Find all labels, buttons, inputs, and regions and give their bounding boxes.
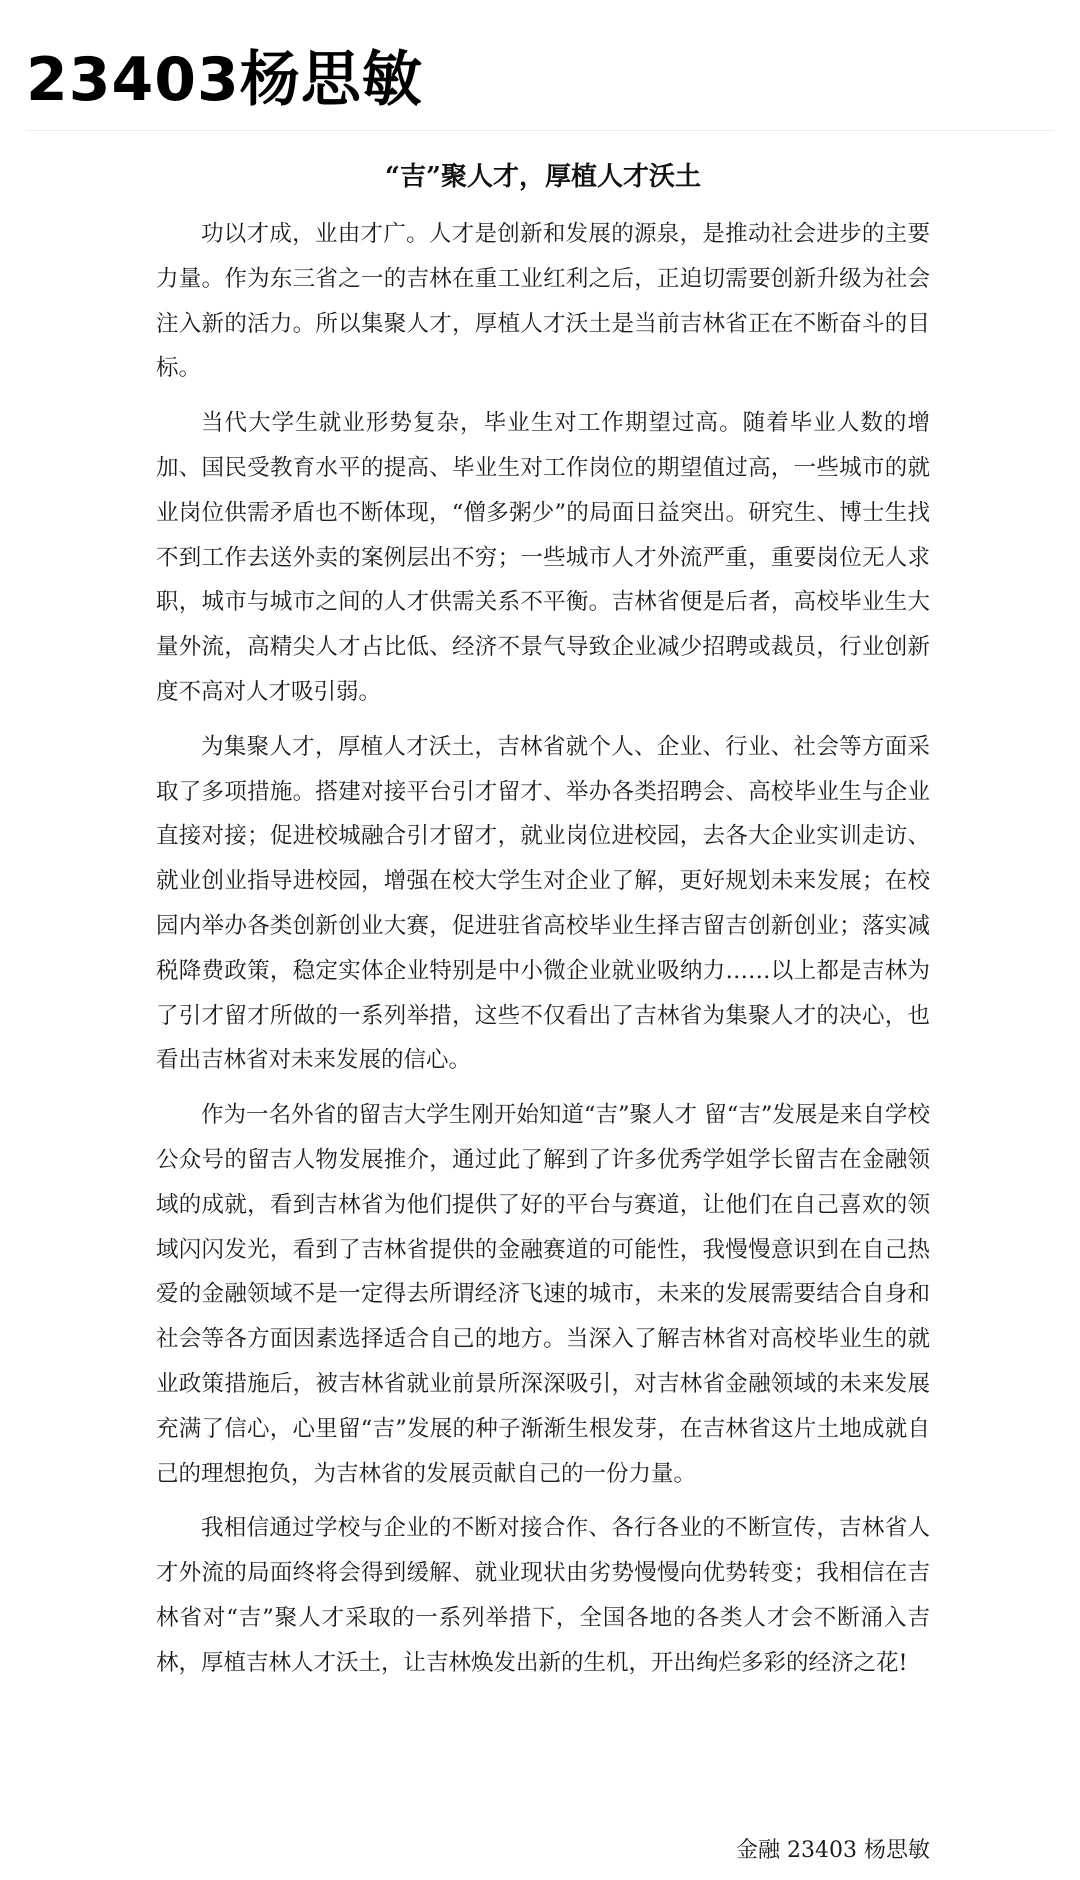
author-signature: 金融 23403 杨思敏	[736, 1838, 930, 1863]
document-body	[156, 150, 930, 1686]
paragraph-2: 当代大学生就业形势复杂，毕业生对工作期望过高。随着毕业人数的增加、国民受教育水平的提高、毕业生对工作岗位的期望值过高，一些城市的就业岗位供需矛盾也不断体现，“僧多粥少”的局面日益突出。研究生、博士生找不到工作去送外卖的案例层出不穷；一些城市人才外流严重，重要岗位无人求职，城市与城市之间的人才供需关系不平衡。吉林省便是后者，高校毕业生大量外流，高精尖人才占比低、经济不景气导致企业减少招聘或裁员，行业创新度不高对人才吸引弱。	[156, 410, 930, 705]
header-divider	[26, 130, 1054, 131]
document-title: “吉”聚人才，厚植人才沃土	[385, 162, 701, 192]
paragraph-1: 功以才成，业由才广。人才是创新和发展的源泉，是推动社会进步的主要力量。作为东三省之一的吉林在重工业红利之后，正迫切需要创新升级为社会注入新的活力。所以集聚人才，厚植人才沃土是当前吉林省正在不断奋斗的目标。	[156, 221, 930, 382]
page-header-title: 23403杨思敏	[26, 45, 423, 115]
paragraph-3: 为集聚人才，厚植人才沃土，吉林省就个人、企业、行业、社会等方面采取了多项措施。搭建对接平台引才留才、举办各类招聘会、高校毕业生与企业直接对接；促进校城融合引才留才，就业岗位进校园，去各大企业实训走访、就业创业指导进校园，增强在校大学生对企业了解，更好规划未来发展；在校园内举办各类创新创业大赛，促进驻省高校毕业生择吉留吉创新创业；落实减税降费政策，稳定实体企业特别是中小微企业就业吸纳力……以上都是吉林为了引才留才所做的一系列举措，这些不仅看出了吉林省为集聚人才的决心，也看出吉林省对未来发展的信心。	[156, 733, 930, 1074]
paragraph-4: 作为一名外省的留吉大学生刚开始知道“吉”聚人才 留“吉”发展是来自学校公众号的留吉人物发展推介，通过此了解到了许多优秀学姐学长留吉在金融领域的成就，看到吉林省为他们提供了好的平台与赛道，让他们在自己喜欢的领域闪闪发光，看到了吉林省提供的金融赛道的可能性，我慢慢意识到在自己热爱的金融领域不是一定得去所谓经济飞速的城市，未来的发展需要结合自身和社会等各方面因素选择适合自己的地方。当深入了解吉林省对高校毕业生的就业政策措施后，被吉林省就业前景所深深吸引，对吉林省金融领域的未来发展充满了信心，心里留“吉”发展的种子渐渐生根发芽，在吉林省这片土地成就自己的理想抱负，为吉林省的发展贡献自己的一份力量。	[156, 1102, 930, 1487]
paragraph-5: 我相信通过学校与企业的不断对接合作、各行各业的不断宣传，吉林省人才外流的局面终将会得到缓解、就业现状由劣势慢慢向优势转变；我相信在吉林省对“吉”聚人才采取的一系列举措下，全国各地的各类人才会不断涌入吉林，厚植吉林人才沃土，让吉林焕发出新的生机，开出绚烂多彩的经济之花!	[156, 1515, 930, 1676]
